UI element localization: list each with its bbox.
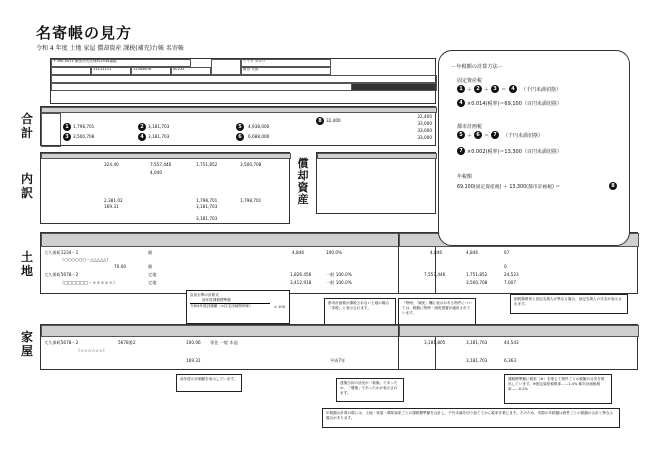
note-formula-den: 令和4年度評価額（×住宅用地特例率） <box>190 303 270 309</box>
house-row1-no: 5678番2 <box>118 340 136 345</box>
land-row1-loc: 大久保町1234－1 <box>44 250 79 255</box>
house-row1-year: 平成7年 <box>330 358 346 363</box>
uchi-v8: 1,798,701 <box>240 198 262 203</box>
house-row2-v3: 6,363 <box>504 358 516 363</box>
note-zeiritsu: 課税標準額に税率（※）を乗じて物件ごとの税額の目安を算出しています。※固定資産税税率……1.4% 都市計画税税率……0.2% <box>504 374 612 404</box>
ledger-header: 令和 4 年度 土地 家屋 償却資産 課税(補充)台帳 名寄帳 <box>36 45 184 52</box>
note-formula-num: 前年度課税標準額 <box>202 297 231 302</box>
panel-circle-6-icon: 6 <box>474 131 482 139</box>
shokyaku-header <box>317 153 437 159</box>
side-val-3: 33,000 <box>417 128 432 133</box>
side-val-4: 33,000 <box>417 135 432 140</box>
panel-eq5: 69,100(固定資産税) ＋ 13,300(都市計画税) ＝ <box>457 185 561 190</box>
owner-name: 飯田 太郎 <box>241 67 331 75</box>
panel-circle-5-icon: 5 <box>457 131 465 139</box>
note-hizei: 都市計画税が課税されない土地の場合「非税」と表示されます。 <box>324 298 396 328</box>
house-table <box>40 324 436 370</box>
panel-kotei: 固定資産税 <box>457 78 483 84</box>
land-row3-type: 宅地 <box>148 272 157 277</box>
uchi-v11: 3,181,703 <box>196 216 218 221</box>
uchi-v7: 1,798,701 <box>196 198 218 203</box>
panel-circle-7b-icon: 7 <box>457 147 465 155</box>
panel-circle-1-icon: 1 <box>457 85 465 93</box>
land-row4-type: 宅地 <box>148 280 157 285</box>
label-shokyaku: 償却資産 <box>297 157 309 206</box>
land-row1-v3: 67 <box>504 250 510 255</box>
house-row2-v2: 3,181,703 <box>466 358 488 363</box>
note-formula-title: 負担水準の計算式 <box>190 293 219 297</box>
land-row1-v1: 4,846 <box>430 250 442 255</box>
total-house-1: 3,181,703 <box>148 124 170 129</box>
owner-code3: 00233 <box>171 67 211 75</box>
side-val-1: 22,400 <box>417 114 432 119</box>
house-row1-v3: 44,543 <box>504 340 519 345</box>
land-row1-v2: 4,846 <box>466 250 478 255</box>
land-row3-v2: 1,751,852 <box>466 272 488 277</box>
totals-header <box>41 107 437 113</box>
panel-nenzei: 年税額 <box>457 174 473 180</box>
uchi-v5: 4,040 <box>150 170 162 175</box>
circle-8-icon: 8 <box>316 117 324 125</box>
house-table-right <box>398 324 638 370</box>
panel-eq1: （千円未満切捨） <box>521 87 562 93</box>
total-tax: 32,400 <box>326 118 341 123</box>
owner-kana: イイダ タロウ <box>241 59 331 67</box>
house-row2-area: 169.31 <box>186 358 201 363</box>
panel-eq4: ×0.002(税率)＝13,300（百円未満切捨） <box>467 149 562 155</box>
land-row3-v1: 7,557,446 <box>424 272 446 277</box>
panel-plus-2: ＋ <box>484 87 490 93</box>
panel-circle-8-icon: 8 <box>609 182 617 190</box>
panel-eq3: （千円未満切捨） <box>503 133 544 139</box>
total-house-2: 3,181,703 <box>148 134 170 139</box>
owner-row3 <box>51 75 437 83</box>
total-land-1: 1,798,701 <box>73 124 95 129</box>
uchi-v2: 7,557,446 <box>150 162 172 167</box>
note-meigi: 納税義務者と登記名義人が異なる場合、登記名義人の氏名が表示されます。 <box>510 294 628 314</box>
uchi-v1: 324.40 <box>104 162 119 167</box>
owner-code1: 11111111 <box>91 67 131 75</box>
land-row2-type: 畑 <box>148 264 153 269</box>
circle-6-icon: 6 <box>236 133 244 141</box>
note-prev-eval: 前年度の評価額を表示しています。 <box>176 374 242 392</box>
tax-calc-panel <box>438 50 630 246</box>
total-sum-1: 4,938,000 <box>248 124 270 129</box>
note-formula <box>186 290 290 324</box>
panel-circle-4b-icon: 4 <box>457 99 465 107</box>
house-header <box>41 325 437 337</box>
totals-rowhead <box>41 113 61 147</box>
side-val-2: 33,000 <box>417 121 432 126</box>
circle-3-icon: 3 <box>63 133 71 141</box>
panel-circle-4-icon: 4 <box>509 85 517 93</box>
circle-2-icon: 2 <box>138 123 146 131</box>
owner-address: 〒390-0011 飯田市大久保町2534番地 <box>51 59 191 67</box>
land-row3-area: 1,826.456 <box>290 272 312 277</box>
panel-heading: －年税額の計算方法－ <box>451 64 503 70</box>
panel-eq2: ×0.014(税率)＝69,100（百円未満切捨） <box>467 101 562 107</box>
panel-toshi: 都市計画税 <box>457 124 483 130</box>
land-row1-pct: 100.0% <box>326 250 342 255</box>
panel-plus-3: ＋ <box>467 133 473 139</box>
land-row2-v3: 0 <box>504 264 507 269</box>
house-row1-kind: 専住 一般 木造 <box>210 340 238 345</box>
label-tochi: 土地 <box>20 250 33 278</box>
panel-eq-2: ＝ <box>484 133 490 139</box>
land-row1-sub: （○○○○○○－△△△△△） <box>60 257 111 262</box>
land-row3-pct: 一般 100.0% <box>326 272 352 277</box>
house-row1-area: 100.06 <box>186 340 201 345</box>
name-label-cell <box>211 59 241 75</box>
land-row4-v3: 7,007 <box>504 280 516 285</box>
land-row4-sub: （□□□□□□－＊＊＊＊＊） <box>60 280 118 285</box>
owner-block <box>50 58 436 104</box>
note-tokurei: 「特例」「減免」欄に表示がある物件については、税額に特例・減免措置が適用されています。 <box>398 298 476 328</box>
note-shinchiku: 建築当初の状況が「新築」であったか、「増築」であったかが表示されます。 <box>336 378 404 402</box>
label-uchiwake: 内訳 <box>20 172 33 200</box>
uchi-v9: 169.31 <box>104 204 119 209</box>
house-row1-v1: 3,181,805 <box>424 340 446 345</box>
land-row3-v3: 24,523 <box>504 272 519 277</box>
circle-5-icon: 5 <box>236 123 244 131</box>
label-kaoku: 家屋 <box>20 330 33 358</box>
code-label <box>51 67 91 75</box>
land-row3-loc: 大久保町5678－2 <box>44 272 79 277</box>
shokyaku-table <box>316 152 436 214</box>
owner-flag <box>351 83 437 91</box>
panel-circle-3-icon: 3 <box>491 85 499 93</box>
uchiwake-header <box>41 153 291 159</box>
page-title: 名寄帳の見方 <box>36 24 133 42</box>
land-row2-area: 70.00 <box>114 264 126 269</box>
panel-plus-1: ＋ <box>467 87 473 93</box>
note-formula-mul: × 100 <box>273 305 285 309</box>
land-row4-v2: 3,500,708 <box>466 280 488 285</box>
uchi-v6: 2,381.02 <box>104 198 123 203</box>
total-sum-2: 6,688,000 <box>248 134 270 139</box>
circle-4-icon: 4 <box>138 133 146 141</box>
land-row4-pct: 一般 100.0% <box>326 280 352 285</box>
totals-side-col <box>382 114 434 144</box>
panel-eq-1: ＝ <box>501 87 507 93</box>
land-row1-type: 畑 <box>148 250 153 255</box>
circle-1-icon: 1 <box>63 123 71 131</box>
label-gokei: 合計 <box>20 112 33 140</box>
uchi-v10: 3,181,703 <box>196 204 218 209</box>
house-row1-v2: 3,181,703 <box>466 340 488 345</box>
house-row1-loc: 大久保町5678－2 <box>44 340 79 345</box>
house-row1-sub: （☆☆☆☆☆☆） <box>76 348 107 353</box>
house-right-header <box>399 325 639 337</box>
uchi-v3: 1,751,852 <box>196 162 218 167</box>
land-row4-area: 3,412,918 <box>290 280 312 285</box>
uchi-v4: 3,500,708 <box>240 162 262 167</box>
land-header <box>41 233 437 247</box>
total-land-2: 3,500,708 <box>73 134 95 139</box>
panel-circle-7-icon: 7 <box>491 131 499 139</box>
owner-code2: 12345678 <box>131 67 171 75</box>
panel-circle-2-icon: 2 <box>474 85 482 93</box>
land-row1-area: 4,846 <box>292 250 304 255</box>
note-bottom: 年税額の計算の際には、土地・家屋・償却資産ごとの課税標準額を合計し、千円未満を切り捨ててから税率を乗じます。そのため、実際の年税額は物件ごとの税額の合計と異なる場合があります。 <box>322 408 620 428</box>
